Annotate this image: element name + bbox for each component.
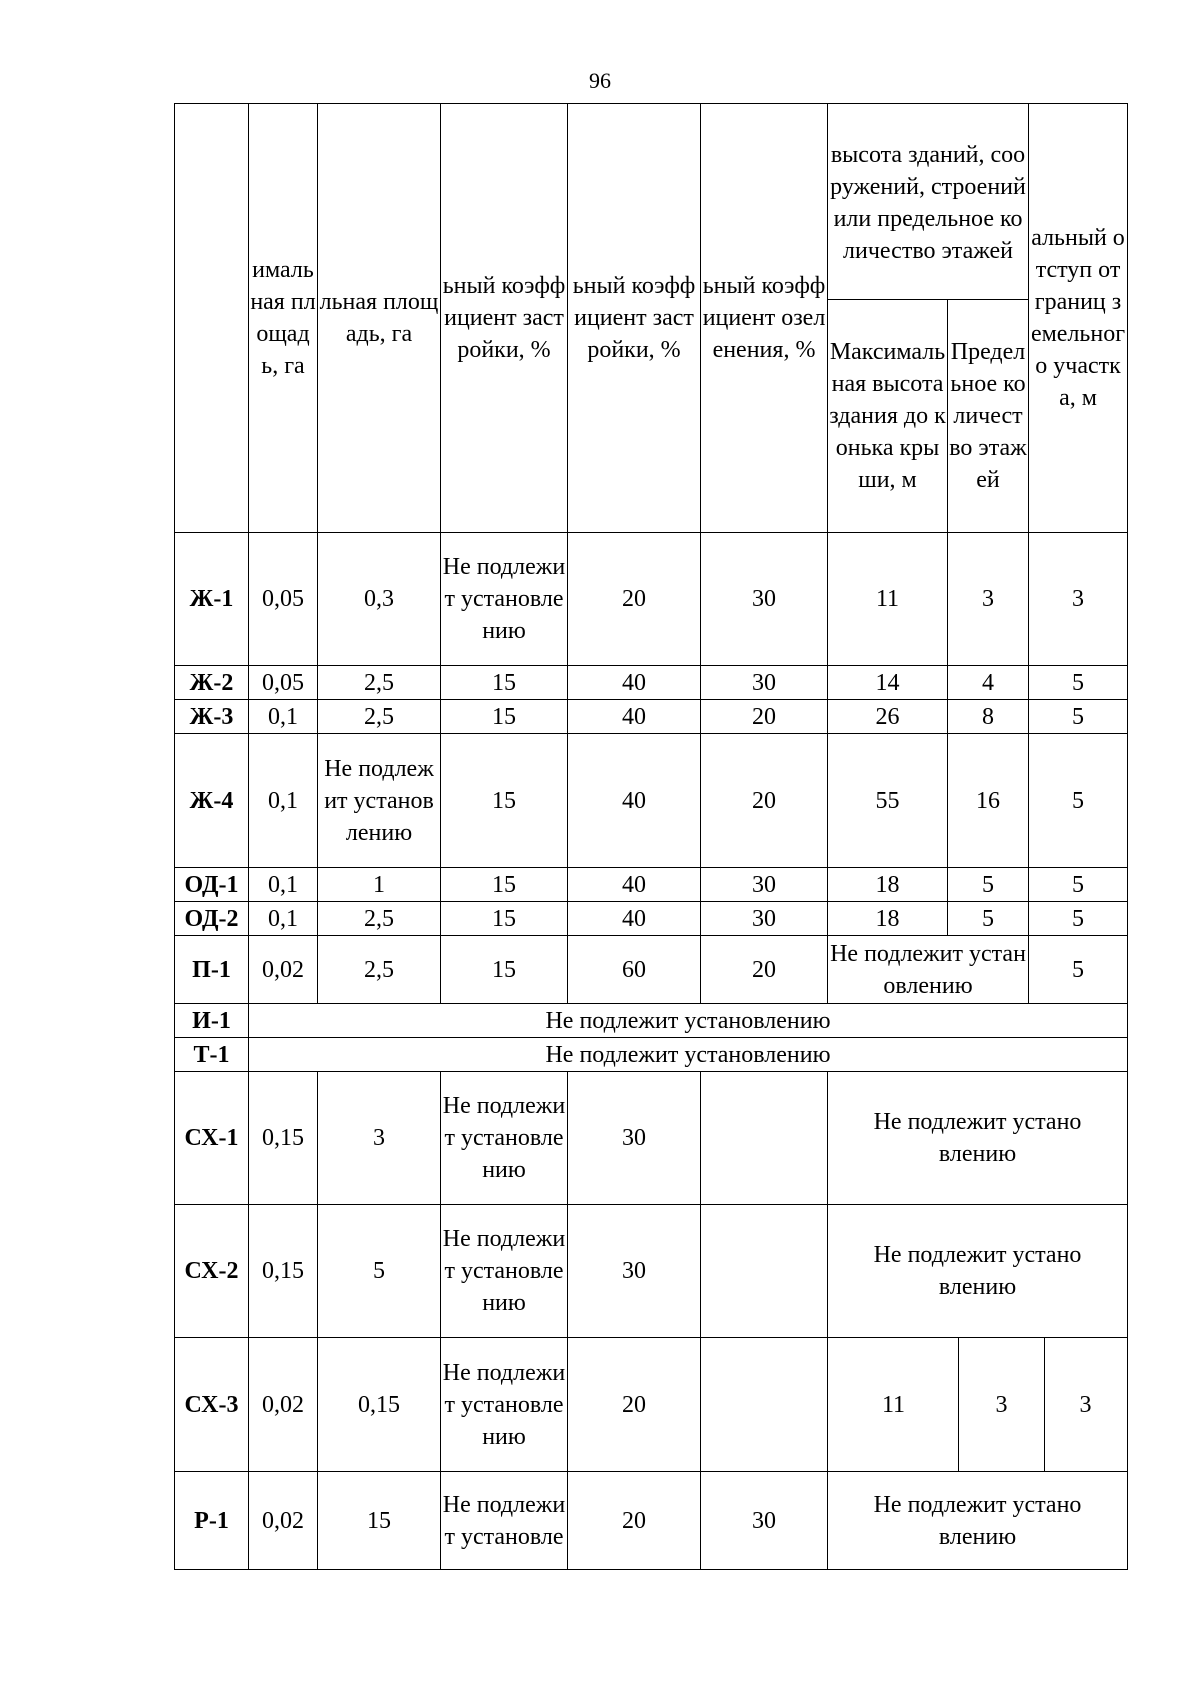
min-area: 0,1	[249, 902, 318, 936]
build-coef-2: 40	[568, 868, 701, 902]
merged-value: Не подлежит установлению	[249, 1004, 1128, 1038]
min-area: 0,02	[249, 936, 318, 1004]
build-coef-1: 15	[441, 868, 568, 902]
green-coef	[701, 1072, 828, 1205]
header-row-top	[175, 104, 1128, 300]
max-area: 1	[318, 868, 441, 902]
table-row	[175, 936, 1128, 1004]
build-coef-1: 15	[441, 936, 568, 1004]
build-coef-1: Не подлежит установлению	[441, 1072, 568, 1205]
build-coef-2: 60	[568, 936, 701, 1004]
build-coef-1: Не подлежит установле	[441, 1472, 568, 1570]
max-area: 2,5	[318, 666, 441, 700]
table-row	[175, 1205, 1128, 1338]
table-row	[175, 1004, 1128, 1038]
max-floors: 5	[948, 902, 1029, 936]
setback: 3	[1044, 1338, 1126, 1471]
max-area: 15	[318, 1472, 441, 1570]
regulations-table	[174, 103, 1128, 1570]
build-coef-1: 15	[441, 902, 568, 936]
min-area: 0,02	[249, 1472, 318, 1570]
zone-code: СХ-1	[175, 1072, 249, 1205]
header-build-coef-1: ьный коэффициент застройки, %	[441, 104, 568, 533]
table-row	[175, 1038, 1128, 1072]
max-floors: 4	[948, 666, 1029, 700]
zone-code: Ж-4	[175, 734, 249, 868]
header-max-height: Максимальная высота здания до конька крыши, м	[828, 300, 948, 533]
zone-code: ОД-1	[175, 868, 249, 902]
max-height: 14	[828, 666, 948, 700]
build-coef-2: 20	[568, 1472, 701, 1570]
build-coef-2: 40	[568, 666, 701, 700]
rest-merged: Не подлежит установлению	[828, 1205, 1128, 1338]
max-floors: 3	[958, 1338, 1044, 1471]
header-min-area: имальная площадь, га	[249, 104, 318, 533]
green-coef: 30	[701, 868, 828, 902]
zone-code: Ж-3	[175, 700, 249, 734]
max-height: 11	[828, 533, 948, 666]
build-coef-2: 20	[568, 533, 701, 666]
header-max-floors: Предельное количество этажей	[948, 300, 1029, 533]
zone-code: П-1	[175, 936, 249, 1004]
max-height: 26	[828, 700, 948, 734]
max-area: 5	[318, 1205, 441, 1338]
build-coef-2: 40	[568, 734, 701, 868]
max-area: Не подлежит установлению	[318, 734, 441, 868]
max-area: 2,5	[318, 700, 441, 734]
build-coef-2: 40	[568, 700, 701, 734]
min-area: 0,1	[249, 700, 318, 734]
build-coef-1: 15	[441, 700, 568, 734]
table-row	[175, 868, 1128, 902]
table-row	[175, 734, 1128, 868]
max-area: 3	[318, 1072, 441, 1205]
build-coef-1: Не подлежит установлению	[441, 1205, 568, 1338]
build-coef-2: 20	[568, 1338, 701, 1472]
setback: 5	[1029, 868, 1128, 902]
height-floors-setback-group	[828, 1338, 1128, 1472]
setback: 5	[1029, 936, 1128, 1004]
table-row	[175, 700, 1128, 734]
green-coef: 30	[701, 533, 828, 666]
table-row	[175, 533, 1128, 666]
table-row	[175, 1472, 1128, 1570]
green-coef	[701, 1205, 828, 1338]
zone-code: И-1	[175, 1004, 249, 1038]
green-coef: 20	[701, 936, 828, 1004]
min-area: 0,05	[249, 666, 318, 700]
setback: 5	[1029, 734, 1128, 868]
table-row	[175, 1338, 1128, 1472]
rest-merged: Не подлежит установлению	[828, 1472, 1128, 1570]
table-row	[175, 1072, 1128, 1205]
header-green-coef: ьный коэффициент озеленения, %	[701, 104, 828, 533]
page-number: 96	[589, 68, 611, 93]
max-area: 0,3	[318, 533, 441, 666]
build-coef-1: 15	[441, 666, 568, 700]
merged-value: Не подлежит установлению	[249, 1038, 1128, 1072]
setback: 5	[1029, 666, 1128, 700]
zone-code: Т-1	[175, 1038, 249, 1072]
max-area: 2,5	[318, 936, 441, 1004]
rest-merged: Не подлежит установлению	[828, 1072, 1128, 1205]
height-floors-merged: Не подлежит установлению	[828, 936, 1029, 1004]
zone-code: Р-1	[175, 1472, 249, 1570]
zone-code: СХ-2	[175, 1205, 249, 1338]
build-coef-1: 15	[441, 734, 568, 868]
min-area: 0,15	[249, 1072, 318, 1205]
header-setback: альный отступ от границ земельного участка, м	[1029, 104, 1128, 533]
header-height-group: высота зданий, сооружений, строений или предельное количество этажей	[828, 104, 1029, 300]
max-height: 11	[881, 1391, 906, 1418]
header-max-area: льная площадь, га	[318, 104, 441, 533]
max-floors: 5	[948, 868, 1029, 902]
min-area: 0,1	[249, 868, 318, 902]
max-height: 18	[828, 868, 948, 902]
table-row	[175, 902, 1128, 936]
min-area: 0,05	[249, 533, 318, 666]
setback: 5	[1029, 700, 1128, 734]
build-coef-2: 40	[568, 902, 701, 936]
header-code	[175, 104, 249, 533]
build-coef-2: 30	[568, 1072, 701, 1205]
max-floors: 8	[948, 700, 1029, 734]
max-height: 18	[828, 902, 948, 936]
zone-code: Ж-2	[175, 666, 249, 700]
min-area: 0,02	[249, 1338, 318, 1472]
green-coef: 30	[701, 1472, 828, 1570]
zone-code: СХ-3	[175, 1338, 249, 1472]
min-area: 0,15	[249, 1205, 318, 1338]
green-coef: 30	[701, 902, 828, 936]
zone-code: Ж-1	[175, 533, 249, 666]
table-row	[175, 666, 1128, 700]
build-coef-1: Не подлежит установлению	[441, 1338, 568, 1472]
max-floors: 16	[948, 734, 1029, 868]
min-area: 0,1	[249, 734, 318, 868]
zone-code: ОД-2	[175, 902, 249, 936]
setback: 3	[1029, 533, 1128, 666]
max-area: 0,15	[318, 1338, 441, 1472]
header-build-coef-2: ьный коэффициент застройки, %	[568, 104, 701, 533]
green-coef: 20	[701, 734, 828, 868]
green-coef: 30	[701, 666, 828, 700]
max-height: 55	[828, 734, 948, 868]
build-coef-2: 30	[568, 1205, 701, 1338]
max-floors: 3	[948, 533, 1029, 666]
max-area: 2,5	[318, 902, 441, 936]
build-coef-1: Не подлежит установлению	[441, 533, 568, 666]
green-coef: 20	[701, 700, 828, 734]
setback: 5	[1029, 902, 1128, 936]
green-coef	[701, 1338, 828, 1472]
